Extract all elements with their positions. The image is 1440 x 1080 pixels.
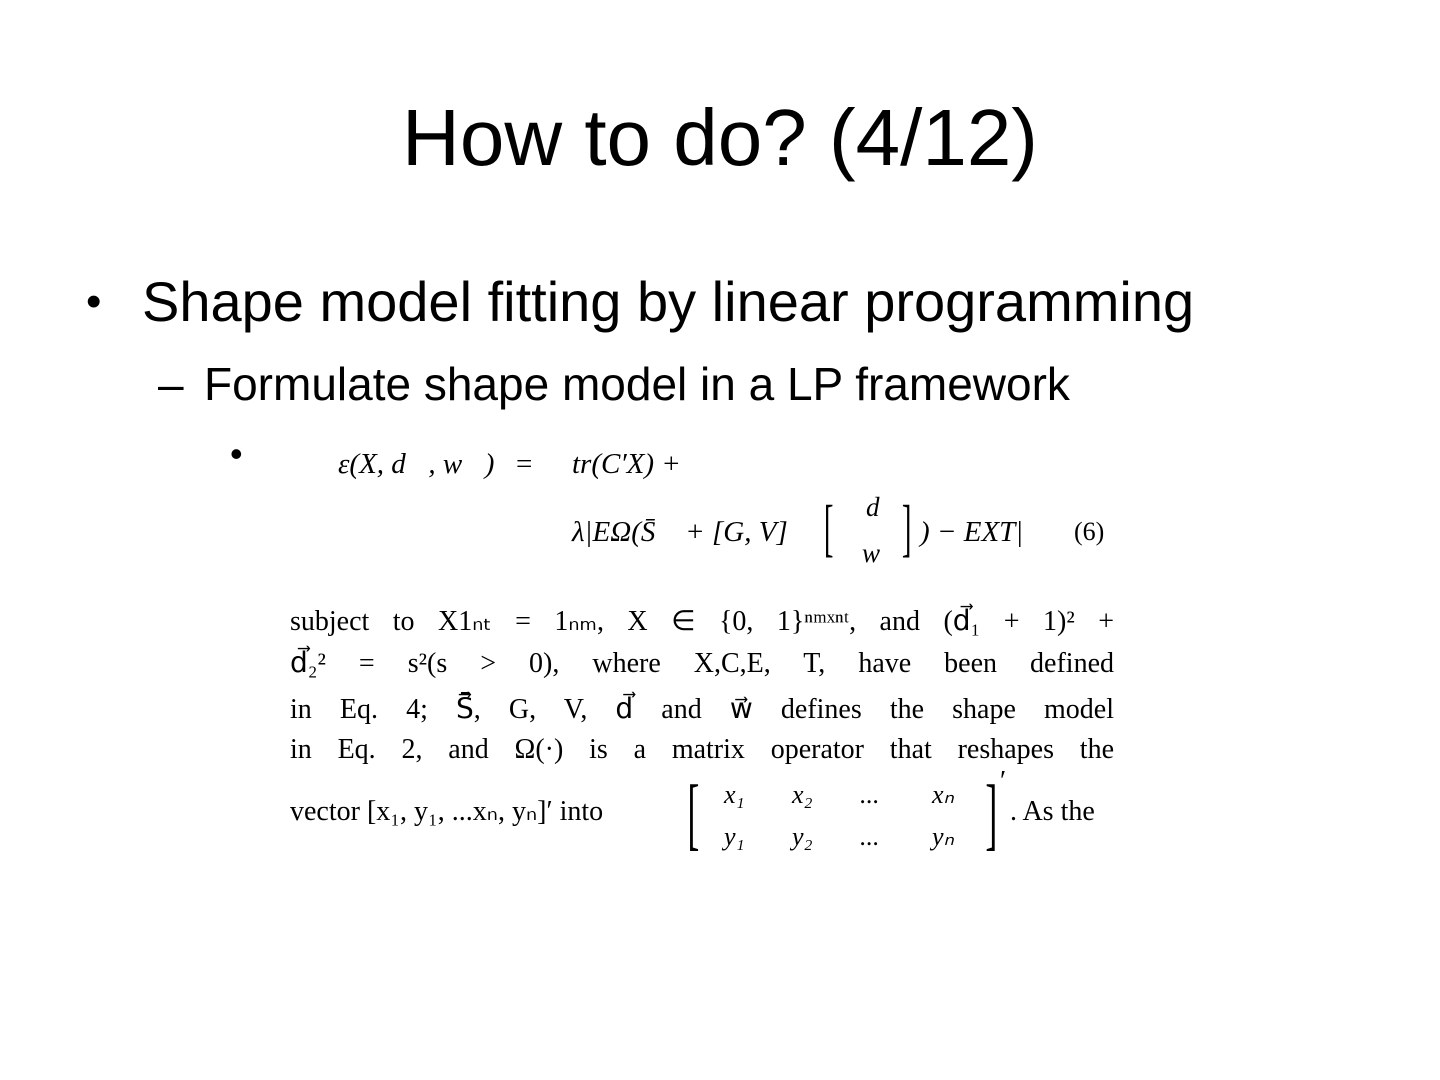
equation-lhs: ε(X, d⃗, w⃗) <box>338 448 495 480</box>
vector-bottom: w⃗ <box>862 538 902 568</box>
matrix-prime: ′ <box>1000 766 1007 797</box>
paragraph-line: subject to X1ₙₜ = 1ₙₘ, X ∈ {0, 1}ⁿᵐˣⁿᵗ, and (d⃗₁ + 1)² + <box>290 606 1114 637</box>
paragraph-line: in Eq. 2, and Ω(·) is a matrix operator that reshapes the <box>290 734 1114 765</box>
matrix-cell: xₙ <box>932 780 954 809</box>
paragraph-line: in Eq. 4; S̄⃗, G, V, d⃗ and w⃗ defines the shape model <box>290 694 1114 725</box>
paragraph-line5-suffix: . As the <box>1010 796 1095 827</box>
matrix-cell: ... <box>860 780 880 809</box>
matrix-cell: y₂ <box>792 822 813 851</box>
matrix-cell: y₁ <box>724 822 745 851</box>
equation-rhs-line2-suffix: ) − EXT| <box>920 516 1024 548</box>
bullet-text: Formulate shape model in a LP framework <box>204 358 1070 410</box>
matrix-cell: yₙ <box>932 822 954 851</box>
bullet-marker: • <box>86 277 102 326</box>
matrix-cell: x₂ <box>792 780 813 809</box>
paragraph-line5-prefix: vector [x₁, y₁, ...xₙ, yₙ]′ into <box>290 796 604 827</box>
equation-rhs-line1: tr(C′X) + <box>572 448 681 480</box>
vector-right-bracket: ] <box>901 492 912 563</box>
vector-top: d⃗ <box>866 492 901 522</box>
bullet-text: Shape model fitting by linear programming <box>142 270 1195 333</box>
vector-left-bracket: [ <box>823 492 834 563</box>
slide-title: How to do? (4/12) <box>402 93 1038 182</box>
paragraph-line: d⃗₂² = s²(s > 0), where X,C,E, T, have been defined <box>290 648 1114 679</box>
bullet-marker: – <box>158 358 184 410</box>
equation-rhs-line2-prefix: λ|EΩ(S̄⃗ + [G, V] <box>572 516 788 548</box>
bullet-level3-marker: • <box>230 433 243 474</box>
matrix-cell: x₁ <box>724 780 745 809</box>
equation-number: (6) <box>1074 517 1105 546</box>
matrix-right-bracket: ] <box>985 770 998 858</box>
equation-equals: = <box>516 448 533 480</box>
matrix-left-bracket: [ <box>687 770 700 858</box>
matrix-cell: ... <box>860 822 880 851</box>
